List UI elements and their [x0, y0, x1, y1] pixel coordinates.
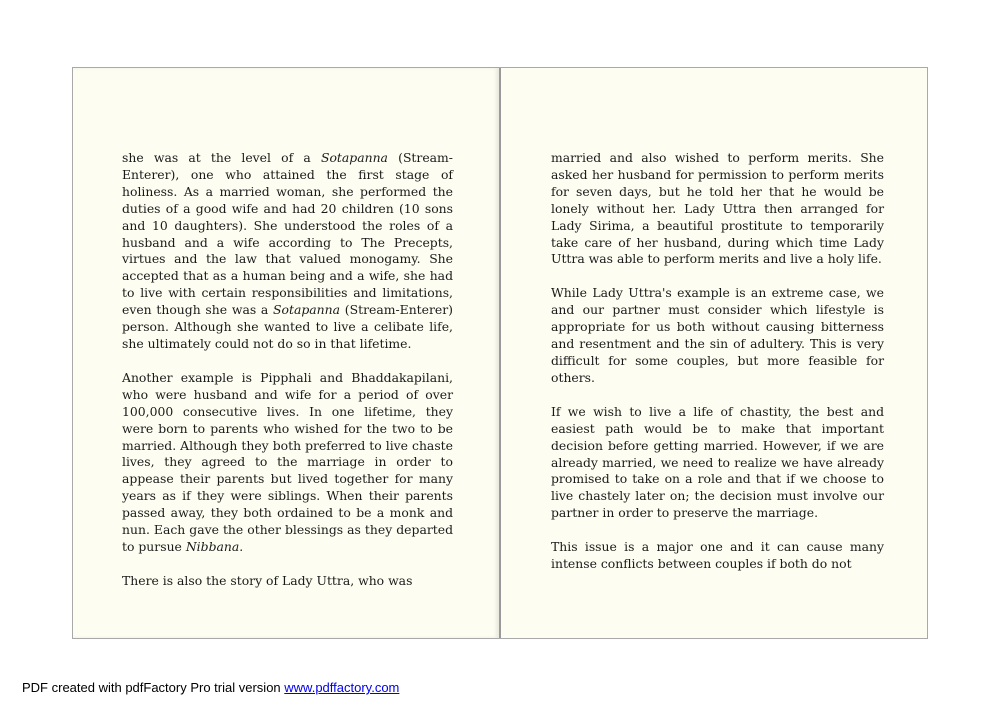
text-run: (Stream-Enterer), one who attained the first stage of holiness. As a married woman, she performed the duties of a good wife and had 20 children (10 sons and 10 daughters). She understood the roles of a husband and a wife according to The Precepts, virtues and the law that valued monogamy. She accepted that as a human being and a wife, she had to live with certain responsibilities and limitations, even though she was a — [122, 150, 453, 318]
text-run: This issue is a major one and it can cause many intense conflicts between couples if both do not — [551, 539, 884, 572]
italic-term: Sotapanna — [320, 150, 388, 165]
paragraph — [551, 150, 884, 268]
pdf-footer — [22, 680, 399, 695]
right-page-text — [551, 150, 884, 573]
text-run: While Lady Uttra's example is an extreme case, we and our partner must consider which lifestyle is appropriate for us both without causing bitterness and resentment and the sin of adultery. This is very difficult for some couples, but more feasible for others. — [551, 285, 884, 385]
paragraph — [122, 150, 453, 353]
paragraph — [122, 370, 453, 556]
text-run: . — [239, 538, 244, 554]
footer-link[interactable]: www.pdffactory.com — [284, 680, 400, 695]
text-run: (Stream-Enterer) person. Although she wanted to live a celibate life, she ultimately could not do so in that lifetime. — [122, 302, 453, 351]
text-run: she was at the level of a — [122, 150, 321, 165]
paragraph — [122, 573, 453, 590]
text-run: married and also wished to perform merits. She asked her husband for permission to perform merits for seven days, but he told her that he would be lonely without her. Lady Uttra then arranged for Lady Sirima, a beautiful prostitute to temporarily take care of her husband, during which time Lady Uttra was able to perform merits and live a holy life. — [551, 150, 884, 267]
book-spread — [72, 67, 928, 639]
left-page — [73, 68, 501, 638]
footer-text: PDF created with pdfFactory Pro trial version — [22, 680, 285, 695]
italic-term: Sotapanna — [273, 302, 341, 318]
paragraph — [551, 285, 884, 386]
right-page — [503, 68, 927, 638]
text-run: Another example is Pipphali and Bhaddakapilani, who were husband and wife for a period of over 100,000 consecutive lives. In one lifetime, they were born to parents who wished for the two to be married. Although they both preferred to live chaste lives, they agreed to the marriage in order to appease their parents but lived together for many years as if they were siblings. When their parents passed away, they both ordained to be a monk and nun. Each gave the other blessings as they departed to pursue — [122, 369, 453, 554]
italic-term: Nibbana — [185, 538, 240, 554]
paragraph — [551, 404, 884, 522]
left-page-text — [122, 150, 453, 590]
text-run: There is also the story of Lady Uttra, who was — [122, 572, 413, 588]
text-run: If we wish to live a life of chastity, the best and easiest path would be to make that important decision before getting married. However, if we are already married, we need to realize we have already promised to take on a role and that if we choose to live chastely later on; the decision must involve our partner in order to preserve the marriage. — [551, 403, 884, 521]
paragraph — [551, 539, 884, 573]
